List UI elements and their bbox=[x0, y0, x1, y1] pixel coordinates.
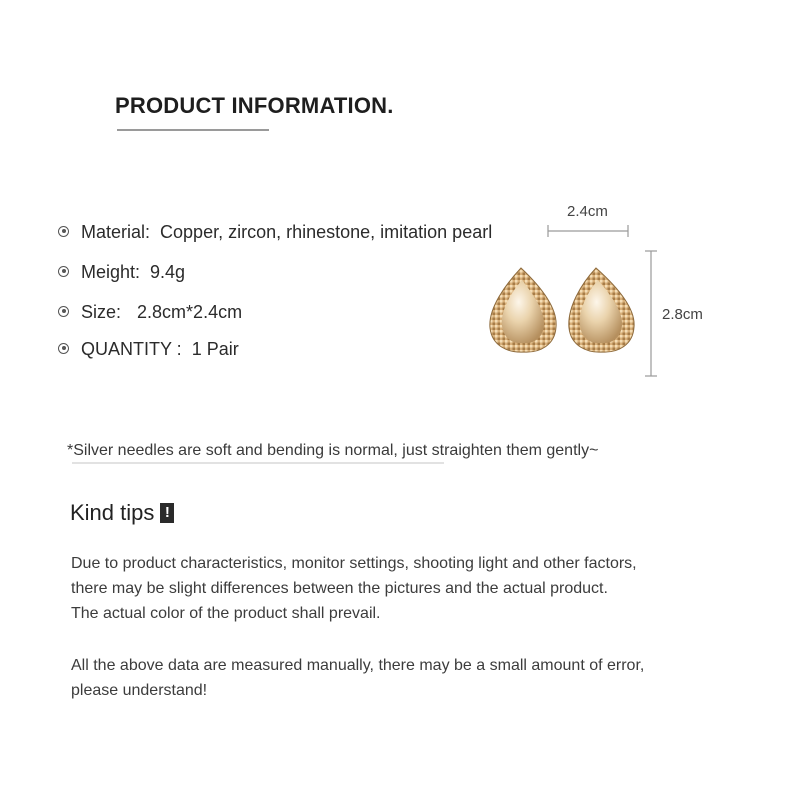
tip-line: All the above data are measured manually, there may be a small amount of error, bbox=[71, 657, 645, 674]
spec-size bbox=[58, 302, 242, 323]
tip-line: please understand! bbox=[71, 682, 208, 699]
bullet-icon bbox=[58, 306, 69, 317]
width-label: 2.4cm bbox=[567, 203, 608, 220]
kind-tips-heading: Kind tips bbox=[70, 500, 155, 525]
page-title: PRODUCT INFORMATION. bbox=[115, 93, 394, 118]
spec-label: QUANTITY : bbox=[81, 339, 182, 359]
width-dimension-line bbox=[548, 225, 628, 237]
tip-line: there may be slight differences between the pictures and the actual product. bbox=[71, 580, 608, 597]
note-underline bbox=[72, 462, 444, 464]
tip-line: The actual color of the product shall prevail. bbox=[71, 605, 381, 622]
product-dimension-diagram bbox=[480, 200, 740, 390]
spec-value: 9.4g bbox=[150, 262, 186, 282]
spec-value: Copper, zircon, rhinestone, imitation pearl bbox=[160, 222, 493, 242]
spec-value: 2.8cm*2.4cm bbox=[137, 302, 243, 322]
kind-tips-heading-row bbox=[70, 500, 174, 526]
bullet-icon bbox=[58, 226, 69, 237]
spec-material bbox=[58, 222, 492, 243]
height-label: 2.8cm bbox=[662, 306, 703, 323]
spec-weight bbox=[58, 262, 185, 283]
tip-line: Due to product characteristics, monitor settings, shooting light and other factors, bbox=[71, 555, 637, 572]
spec-label: Meight: bbox=[81, 262, 141, 282]
height-dimension-line bbox=[645, 251, 657, 376]
bullet-icon bbox=[58, 266, 69, 277]
spec-quantity bbox=[58, 339, 239, 360]
bullet-icon bbox=[58, 343, 69, 354]
title-underline bbox=[117, 129, 269, 131]
spec-value: 1 Pair bbox=[191, 339, 239, 359]
spec-label: Size: bbox=[81, 302, 122, 322]
earring-left bbox=[490, 268, 556, 352]
earring-right bbox=[569, 268, 634, 352]
spec-label: Material: bbox=[81, 222, 151, 242]
needle-note: *Silver needles are soft and bending is normal, just straighten them gently~ bbox=[67, 442, 599, 459]
exclamation-icon: ! bbox=[160, 503, 174, 523]
